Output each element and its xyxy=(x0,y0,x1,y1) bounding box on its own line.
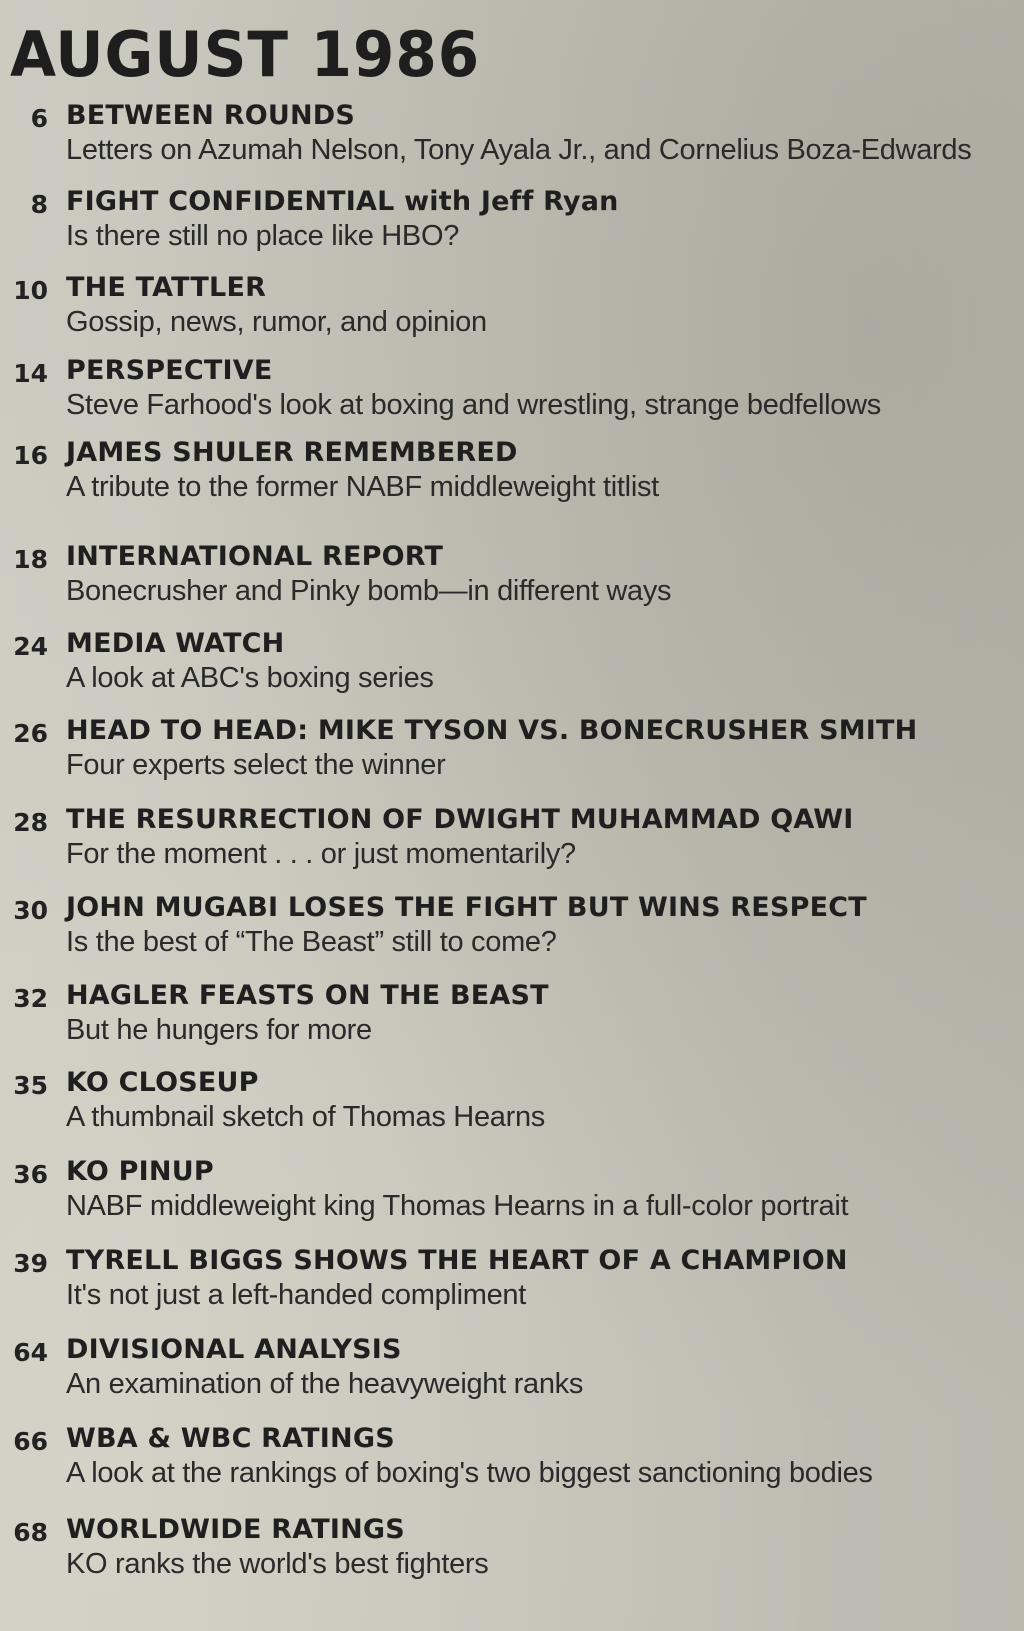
page-number: 8 xyxy=(30,190,48,219)
article-description: But he hungers for more xyxy=(66,1014,372,1046)
contents-entry xyxy=(0,541,1024,625)
page-number: 14 xyxy=(13,359,48,388)
article-title: HAGLER FEASTS ON THE BEAST xyxy=(66,980,549,1011)
article-title: DIVISIONAL ANALYSIS xyxy=(66,1334,402,1365)
contents-entry xyxy=(0,1514,1024,1598)
article-description: A thumbnail sketch of Thomas Hearns xyxy=(66,1101,545,1133)
article-title: HEAD TO HEAD: MIKE TYSON VS. BONECRUSHER SMITH xyxy=(66,715,918,746)
page-number: 35 xyxy=(13,1071,48,1100)
article-title: JOHN MUGABI LOSES THE FIGHT BUT WINS RESPECT xyxy=(66,892,867,923)
article-description: An examination of the heavyweight ranks xyxy=(66,1368,584,1400)
article-title: THE RESURRECTION OF DWIGHT MUHAMMAD QAWI xyxy=(66,804,854,835)
contents-entry xyxy=(0,186,1024,270)
page-number: 10 xyxy=(13,276,48,305)
article-title: BETWEEN ROUNDS xyxy=(66,100,356,131)
article-title: MEDIA WATCH xyxy=(66,628,285,659)
contents-entry xyxy=(0,272,1024,356)
article-description: For the moment . . . or just momentarily? xyxy=(66,838,576,870)
article-description: A tribute to the former NABF middleweight titlist xyxy=(66,471,659,503)
article-description: Is the best of “The Beast” still to come? xyxy=(66,926,557,958)
page-number: 16 xyxy=(13,441,48,470)
article-title: THE TATTLER xyxy=(66,272,267,303)
contents-entry xyxy=(0,1423,1024,1507)
contents-entry xyxy=(0,628,1024,712)
article-description: Letters on Azumah Nelson, Tony Ayala Jr., and Cornelius Boza-Edwards xyxy=(66,134,972,166)
article-description: Bonecrusher and Pinky bomb—in different ways xyxy=(66,575,672,607)
contents-entry xyxy=(0,715,1024,799)
contents-entry xyxy=(0,100,1024,184)
page-number: 39 xyxy=(13,1249,48,1278)
article-description: It's not just a left-handed compliment xyxy=(66,1279,526,1311)
page-number: 28 xyxy=(13,808,48,837)
article-description: Is there still no place like HBO? xyxy=(66,220,460,252)
contents-entry xyxy=(0,980,1024,1064)
page-number: 18 xyxy=(13,545,48,574)
article-description: NABF middleweight king Thomas Hearns in a full-color portrait xyxy=(66,1190,849,1222)
contents-entry xyxy=(0,1245,1024,1329)
article-title: FIGHT CONFIDENTIAL with Jeff Ryan xyxy=(66,186,619,217)
article-description: A look at ABC's boxing series xyxy=(66,662,434,694)
page-number: 36 xyxy=(13,1160,48,1189)
page-number: 66 xyxy=(13,1427,48,1456)
article-title: PERSPECTIVE xyxy=(66,355,273,386)
page-number: 32 xyxy=(13,984,48,1013)
article-description: KO ranks the world's best fighters xyxy=(66,1548,489,1580)
article-title: KO CLOSEUP xyxy=(66,1067,259,1098)
article-title: WBA & WBC RATINGS xyxy=(66,1423,395,1454)
page-number: 30 xyxy=(13,896,48,925)
contents-entry xyxy=(0,1156,1024,1240)
contents-entry xyxy=(0,1067,1024,1151)
article-title: INTERNATIONAL REPORT xyxy=(66,541,444,572)
contents-entry xyxy=(0,1334,1024,1418)
contents-entry xyxy=(0,355,1024,439)
issue-date-heading: AUGUST 1986 xyxy=(10,18,481,91)
article-description: Gossip, news, rumor, and opinion xyxy=(66,306,487,338)
article-description: A look at the rankings of boxing's two biggest sanctioning bodies xyxy=(66,1457,873,1489)
article-description: Four experts select the winner xyxy=(66,749,446,781)
article-title: KO PINUP xyxy=(66,1156,214,1187)
contents-entry xyxy=(0,892,1024,976)
page-number: 26 xyxy=(13,719,48,748)
article-title: JAMES SHULER REMEMBERED xyxy=(66,437,518,468)
article-title: WORLDWIDE RATINGS xyxy=(66,1514,405,1545)
page-number: 64 xyxy=(13,1338,48,1367)
article-description: Steve Farhood's look at boxing and wrestling, strange bedfellows xyxy=(66,389,881,421)
page-number: 68 xyxy=(13,1518,48,1547)
article-title: TYRELL BIGGS SHOWS THE HEART OF A CHAMPION xyxy=(66,1245,848,1276)
page-number: 6 xyxy=(30,104,48,133)
page-number: 24 xyxy=(13,632,48,661)
contents-entry xyxy=(0,437,1024,521)
contents-entry xyxy=(0,804,1024,888)
